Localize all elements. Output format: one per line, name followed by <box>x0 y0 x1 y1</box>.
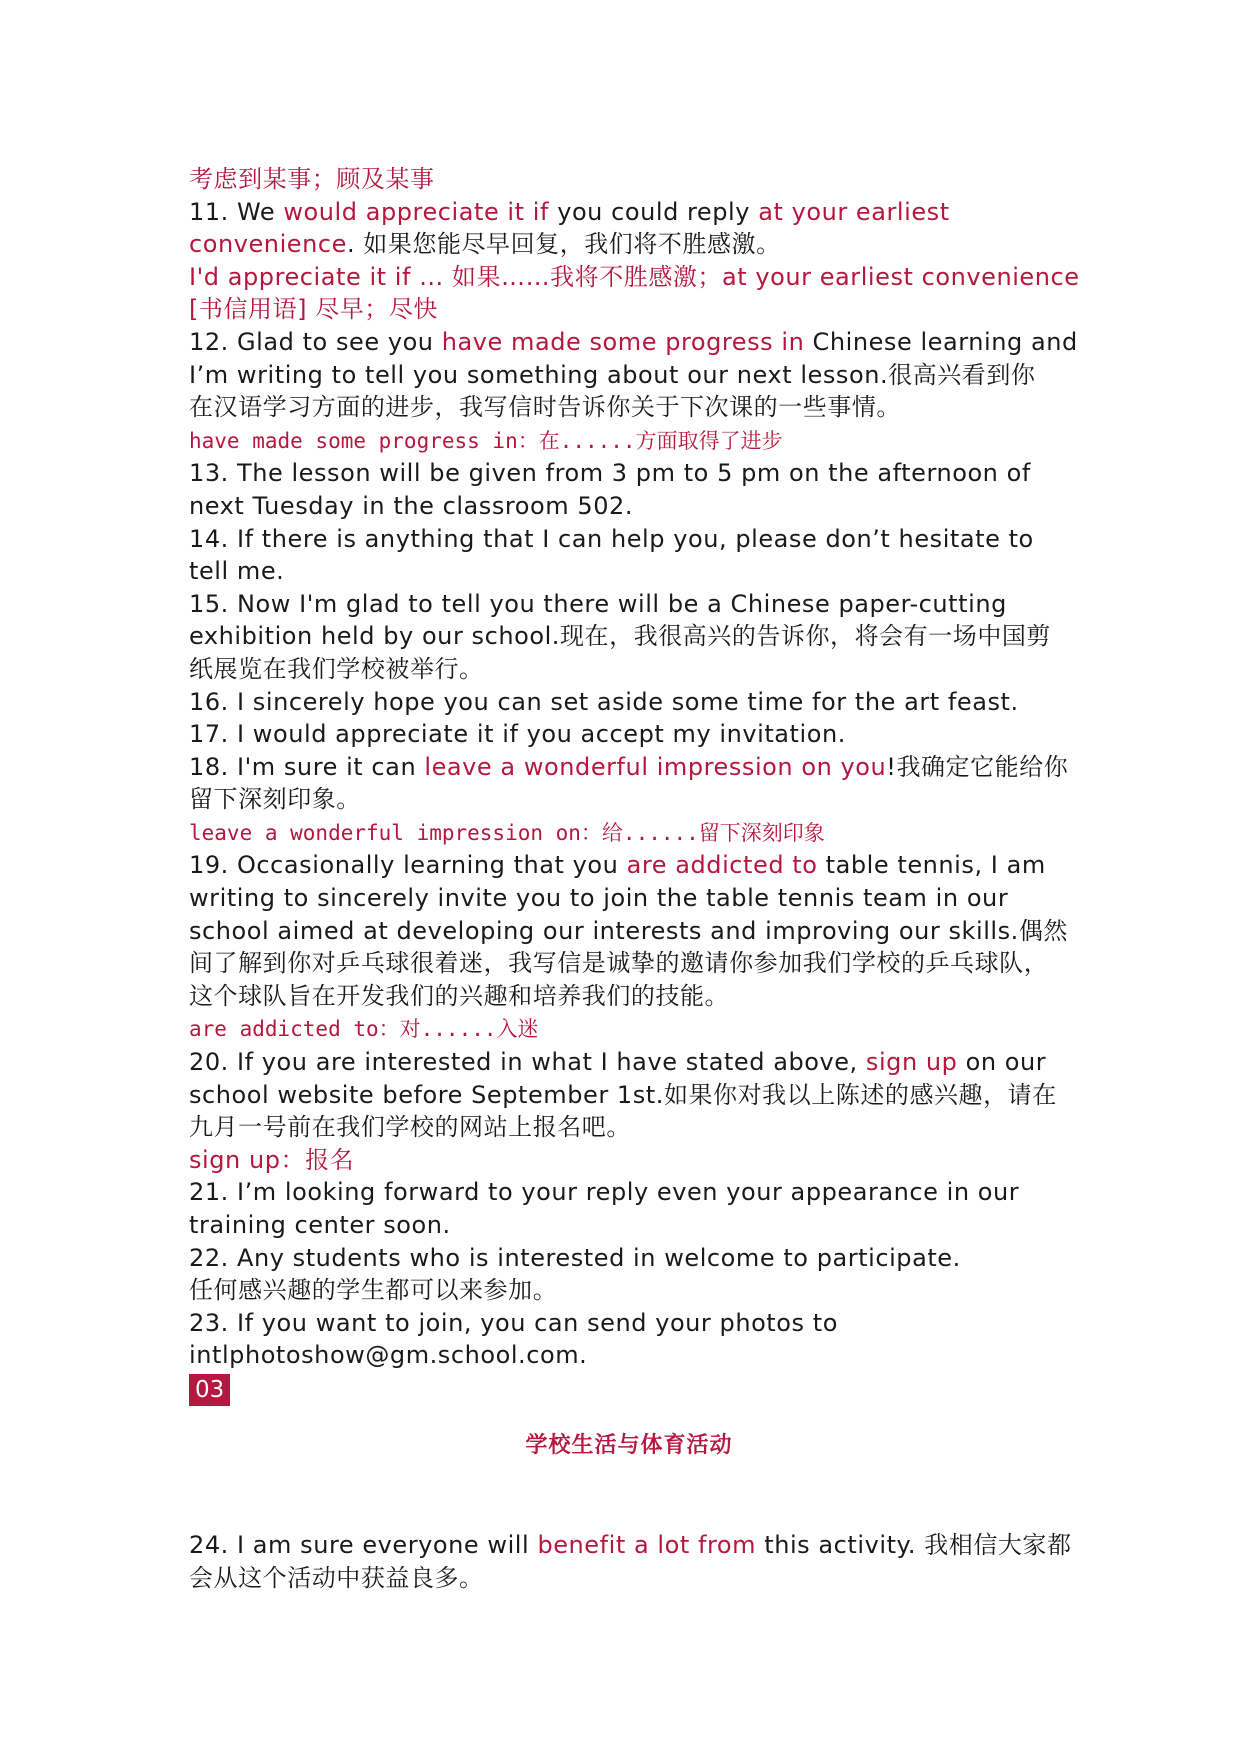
text-segment: 17. I would appreciate it if you accept my invitation. <box>189 720 846 749</box>
text-line <box>189 751 1069 784</box>
section-sentence-list <box>189 1529 1072 1594</box>
text-line <box>189 555 1069 588</box>
text-segment: 12. Glad to see you <box>189 327 442 356</box>
text-line <box>189 1307 1069 1340</box>
text-line <box>189 1242 1069 1275</box>
text-line <box>189 359 1069 392</box>
text-segment: 在汉语学习方面的进步，我写信时告诉你关于下次课的一些事情。 <box>189 393 901 422</box>
text-line <box>189 1176 1069 1209</box>
text-segment: 23. If you want to join, you can send your photos to <box>189 1308 838 1337</box>
text-segment: 这个球队旨在开发我们的兴趣和培养我们的技能。 <box>189 981 730 1010</box>
text-line <box>189 228 1069 261</box>
text-line <box>189 261 1080 294</box>
text-segment: table tennis, I am <box>817 851 1046 880</box>
sentence-list <box>189 163 1080 1372</box>
text-line <box>189 1529 1072 1562</box>
text-line <box>189 1562 1069 1595</box>
text-line <box>189 588 1069 621</box>
text-segment: 11. We <box>189 197 284 226</box>
text-segment: 21. I’m looking forward to your reply even your appearance in our <box>189 1178 1020 1207</box>
text-segment: 纸展览在我们学校被举行。 <box>189 654 484 683</box>
text-line <box>189 686 1069 719</box>
text-segment: training center soon. <box>189 1211 451 1239</box>
highlighted-phrase: sign up：报名 <box>189 1145 355 1174</box>
text-segment: 16. I sincerely hope you can set aside some time for the art feast. <box>189 687 1019 716</box>
text-line <box>189 424 1069 458</box>
highlighted-phrase: at your earliest <box>758 197 950 226</box>
text-segment: 如果你对我以上陈述的感兴趣，请在 <box>663 1080 1057 1109</box>
text-line <box>189 1012 1069 1046</box>
highlighted-phrase: leave a wonderful impression on you <box>424 752 887 781</box>
text-line <box>189 1046 1069 1079</box>
highlighted-phrase: I'd appreciate it if ... 如果……我将不胜感激；at your earliest convenience <box>189 262 1080 291</box>
text-segment: . 如果您能尽早回复，我们将不胜感激。 <box>346 230 781 259</box>
section-title: 学校生活与体育活动 <box>525 1432 733 1458</box>
text-segment: intlphotoshow@gm.school.com. <box>189 1341 588 1370</box>
highlighted-phrase: have made some progress in：在......方面取得了进步 <box>189 428 783 453</box>
highlighted-phrase: 考虑到某事；顾及某事 <box>189 165 435 193</box>
text-segment: Chinese learning and <box>804 327 1078 356</box>
text-segment: ! <box>886 752 897 781</box>
text-line <box>189 523 1069 556</box>
text-segment: 间了解到你对乒乓球很着迷，我写信是诚挚的邀请你参加我们学校的乒乓球队， <box>189 949 1049 978</box>
highlighted-phrase: [书信用语] 尽早；尽快 <box>189 295 438 324</box>
text-segment: 19. Occasionally learning that you <box>189 851 627 880</box>
text-line <box>189 196 1069 229</box>
text-line <box>189 1209 1069 1242</box>
text-line <box>189 620 1069 653</box>
document-content <box>189 163 1080 1594</box>
section-badge-row <box>189 1372 1069 1406</box>
text-line <box>189 457 1069 490</box>
text-line <box>189 882 1069 915</box>
text-segment: school aimed at developing our interests and improving our skills. <box>189 916 1019 945</box>
text-line <box>189 849 1069 882</box>
text-segment: 20. If you are interested in what I have stated above, <box>189 1048 866 1077</box>
text-segment: I’m writing to tell you something about our next lesson. <box>189 360 889 389</box>
text-segment: 很高兴看到你 <box>888 360 1036 389</box>
text-line <box>189 293 1069 326</box>
text-segment: 我确定它能给你 <box>896 752 1069 781</box>
text-segment: 留下深刻印象。 <box>189 785 361 814</box>
text-line <box>189 816 1069 850</box>
highlighted-phrase: benefit a lot from <box>537 1530 757 1559</box>
text-segment: tell me. <box>189 557 285 586</box>
text-segment: 偶然 <box>1018 916 1068 945</box>
text-line <box>189 326 1078 359</box>
text-line <box>189 947 1069 980</box>
text-segment: 13. The lesson will be given from 3 pm to 5 pm on the afternoon of <box>189 459 1031 488</box>
text-segment: this activity. 我相信大家都 <box>756 1530 1072 1559</box>
section-number-badge: 03 <box>189 1374 230 1406</box>
text-segment: on our <box>957 1048 1047 1077</box>
text-line <box>189 391 1069 424</box>
text-line <box>189 1144 1069 1177</box>
text-segment: 任何感兴趣的学生都可以来参加。 <box>189 1276 558 1305</box>
text-segment: school website before September 1st. <box>189 1080 664 1109</box>
text-segment: 会从这个活动中获益良多。 <box>189 1563 484 1592</box>
text-segment: 15. Now I'm glad to tell you there will be a Chinese paper-cutting <box>189 589 1007 618</box>
highlighted-phrase: sign up <box>865 1048 958 1077</box>
highlighted-phrase: are addicted to <box>626 851 818 880</box>
highlighted-phrase: convenience <box>189 230 347 259</box>
text-line <box>189 1339 1069 1372</box>
text-segment: writing to sincerely invite you to join the table tennis team in our <box>189 884 1009 913</box>
text-segment: exhibition held by our school.现在，我很高兴的告诉你，将会有一场中国剪 <box>189 622 1051 651</box>
text-line <box>189 783 1069 816</box>
highlighted-phrase: have made some progress in <box>441 327 805 356</box>
text-line <box>189 718 1069 751</box>
text-segment: next Tuesday in the classroom 502. <box>189 491 634 520</box>
text-line <box>189 653 1069 686</box>
text-segment: 九月一号前在我们学校的网站上报名吧。 <box>189 1113 631 1142</box>
highlighted-phrase: are addicted to：对......入迷 <box>189 1017 539 1042</box>
text-segment: 24. I am sure everyone will <box>189 1530 538 1559</box>
text-segment: 22. Any students who is interested in welcome to participate. <box>189 1243 961 1272</box>
text-line <box>189 163 1069 196</box>
text-line <box>189 1079 1069 1112</box>
text-segment: 18. I'm sure it can <box>189 752 425 781</box>
text-segment: 14. If there is anything that I can help you, please don’t hesitate to <box>189 524 1034 553</box>
text-line <box>189 1111 1069 1144</box>
text-segment: you could reply <box>549 197 759 226</box>
highlighted-phrase: would appreciate it if <box>283 197 550 226</box>
text-line <box>189 915 1069 948</box>
highlighted-phrase: leave a wonderful impression on：给......留下深刻印象 <box>189 820 825 845</box>
text-line <box>189 1274 1069 1307</box>
text-line <box>189 490 1069 523</box>
text-line <box>189 980 1069 1013</box>
